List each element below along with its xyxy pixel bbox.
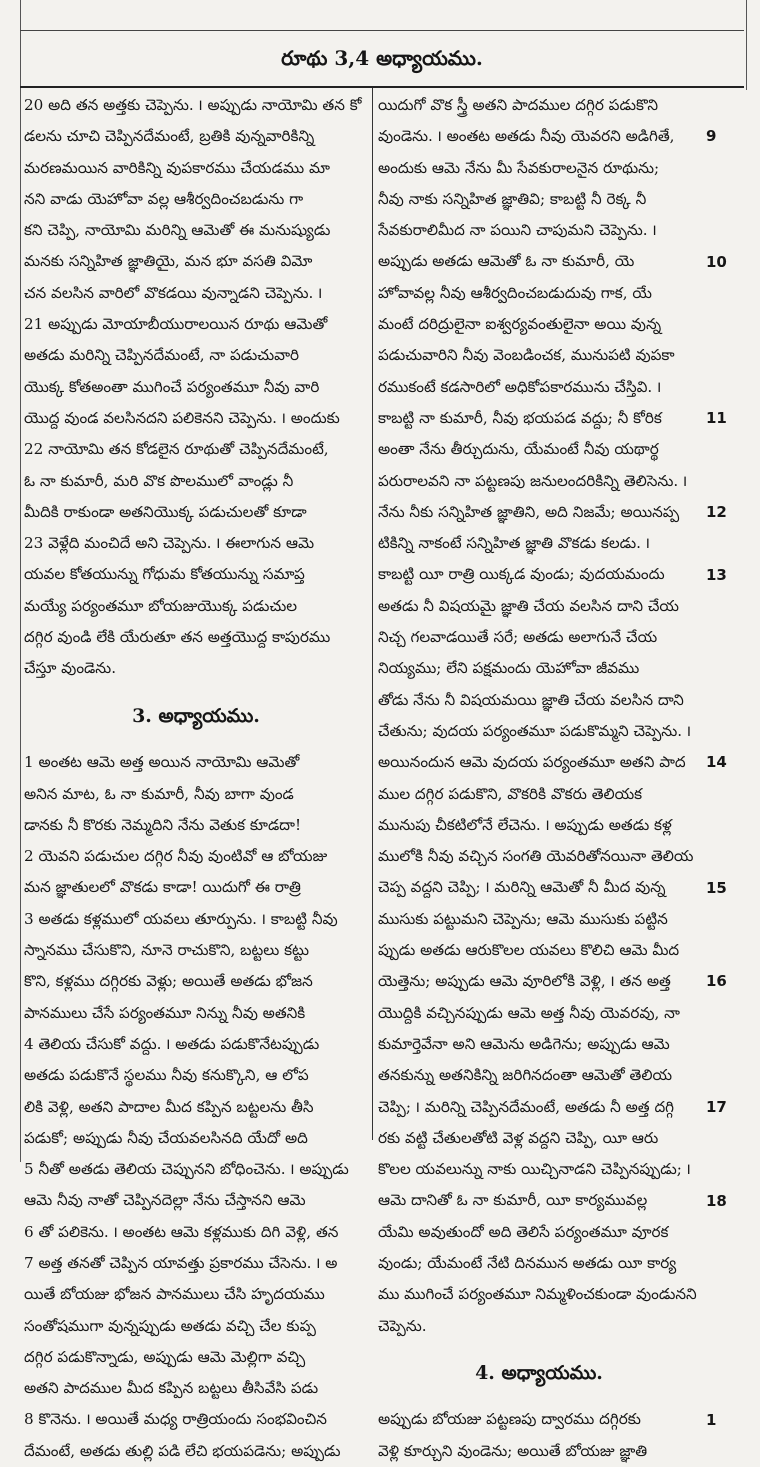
text-line: 1 అంతట ఆమె అత్త అయిన నాయోమి ఆమెతో	[24, 753, 300, 772]
text-line: మరణమయిన వారికిన్ని వుపకారము చేయడము మా	[24, 158, 330, 177]
text-line: ము ముగించే పర్యంతమూ నిమ్మళించకుండా వుండునని	[378, 1285, 697, 1304]
right-column	[378, 90, 700, 1467]
text-line: యేమి అవుతుందో అది తెలిసే పర్యంతమూ వూరక	[378, 1222, 669, 1241]
chapter-3-heading: 3. అధ్యాయము.	[132, 704, 260, 727]
text-line: సంతోషముగా వున్నప్పుడు అతడు వచ్చి చేల కుప్ప	[24, 1316, 316, 1335]
text-line: వుండు; యేమంటే నేటి దినమున అతడు యీ కార్య	[378, 1253, 677, 1272]
text-line: యొక్క కోతఅంతా ముగించే పర్యంతమూ నీవు వారి	[24, 377, 320, 396]
verse-number: 9	[706, 127, 717, 146]
verse-number: 14	[706, 753, 727, 772]
text-line: కని చెప్పి, నాయోమి మరిన్ని ఆమెతో ఈ మనుష్యుడు	[24, 221, 331, 240]
text-line: 5 నీతో అతడు తెలియ చెప్పునని బోధించెను. ౹ అప్పుడు	[24, 1160, 349, 1179]
text-line: యితే బోయజు భోజన పానములు చేసి హృదయము	[24, 1285, 325, 1304]
text-line: యెత్తెను; అప్పుడు ఆమె వూరిలోకి వెళ్లి, ౹ తన అత్త	[378, 972, 671, 991]
text-line: నని వాడు యెహోవా వల్ల ఆశీర్వదించబడును గా	[24, 189, 304, 208]
text-line: లికి వెళ్లి, అతని పాదాల మీద కప్పిన బట్టలను తీసి	[24, 1097, 314, 1116]
text-line: చెప్పి; ౹ మరిన్ని చెప్పినదేమంటే, అతడు నీ అత్త దగ్గి	[378, 1097, 675, 1116]
text-line: హోవావల్ల నీవు ఆశీర్వదించబడుదువు గాక, యే	[378, 283, 652, 302]
text-line: అనిన మాట, ఓ నా కుమారీ, నీవు బాగా వుండ	[24, 784, 294, 803]
verse-number: 1	[706, 1410, 717, 1429]
text-line: 3 అతడు కళ్లములో యవలు తూర్పును. ౹ కాబట్టి నీవు	[24, 909, 338, 928]
column-divider	[372, 88, 373, 1140]
text-line: పడుచువారిని నీవు వెంబడించక, మునుపటి వుపకా	[378, 346, 675, 365]
text-line: కాబట్టి నా కుమారీ, నీవు భయపడ వద్దు; నీ కోరిక	[378, 408, 662, 427]
text-line: తనకున్ను అతనికిన్ని జరిగినదంతా ఆమెతో తెలియ	[378, 1066, 673, 1085]
text-line: అతడు పడుకొనే స్థలము నీవు కనుక్కొని, ఆ లోప	[24, 1066, 309, 1085]
text-line: యవల కోతయున్ను గోధుమ కోతయున్ను సమాప్త	[24, 565, 305, 584]
text-line: రకు వట్టి చేతులతోటి వెళ్ల వద్దని చెప్పి, యీ ఆరు	[378, 1128, 659, 1147]
verse-number: 10	[706, 252, 727, 271]
text-line: 22 నాయోమి తన కోడలైన రూథుతో చెప్పినదేమంటే,	[24, 440, 329, 459]
verse-number: 16	[706, 972, 727, 991]
text-line: కొని, కళ్లము దగ్గిరకు వెళ్లు; అయితే అతడు భోజన	[24, 972, 313, 991]
text-line: 6 తో పలికెను. ౹ అంతట ఆమె కళ్లముకు దిగి వెళ్లి, తన	[24, 1222, 339, 1241]
text-line: వుండెను. ౹ అంతట అతడు నీవు యెవరని అడిగితే,	[378, 127, 675, 146]
text-line: అతడు నీ విషయమై జ్ఞాతి చేయ వలసిన దాని చేయ	[378, 596, 679, 615]
left-margin	[0, 0, 21, 1162]
header-rule	[20, 86, 744, 88]
text-line: కొలల యవలున్ను నాకు యిచ్చినాడని చెప్పినప్పుడు; ౹	[378, 1160, 691, 1179]
text-line: కాబట్టి యీ రాత్రి యిక్కడ వుండు; వుదయమందు	[378, 565, 665, 584]
text-line: చెప్పెను.	[378, 1316, 427, 1335]
text-line: అతని పాదముల మీద కప్పిన బట్టలు తీసివేసి పడు	[24, 1379, 319, 1398]
text-line: అప్పుడు అతడు ఆమెతో ఓ నా కుమారీ, యె	[378, 252, 635, 271]
text-line: మీదికి రాకుండా అతనియొక్క పడుచులతో కూడా	[24, 502, 307, 521]
text-line: అందుకు ఆమె నేను మీ సేవకురాలనైన రూథును;	[378, 158, 660, 177]
text-line: పానములు చేసే పర్యంతమూ నిన్ను నీవు అతనికి	[24, 1003, 306, 1022]
text-line: నేను నీకు సన్నిహిత జ్ఞాతిని, అది నిజమే; అయినప్ప	[378, 502, 680, 521]
text-line: ముసుకు పట్టుమని చెప్పెను; ఆమె ముసుకు పట్టిన	[378, 909, 668, 928]
verse-number: 12	[706, 502, 727, 521]
text-line: దగ్గిర పడుకొన్నాడు, అప్పుడు ఆమె మెల్లిగా వచ్చి	[24, 1347, 306, 1366]
text-line: చేతును; వుదయ పర్యంతమూ పడుకొమ్మని చెప్పెను. ౹	[378, 721, 692, 740]
text-line: మునుపు చీకటిలోనే లేచెను. ౹ అప్పుడు అతడు కళ్ల	[378, 815, 672, 834]
text-line: పరురాలవని నా పట్టణపు జనులందరికిన్ని తెలిసెను. ౹	[378, 471, 688, 490]
text-line: మంటే దరిద్రులైనా ఐశ్వర్యవంతులైనా అయి వున్న	[378, 315, 662, 334]
page-header: రూథు 3,4 అధ్యాయము.	[281, 46, 483, 70]
text-line: నీవు నాకు సన్నిహిత జ్ఞాతివి; కాబట్టి నీ రెక్క నీ	[378, 189, 647, 208]
text-line: 4 తెలియ చేసుకో వద్దు. ౹ అతడు పడుకొనేటప్పుడు	[24, 1034, 320, 1053]
text-line: డానకు నీ కొరకు నెమ్మదిని నేను వెతుక కూడదా!	[24, 815, 302, 834]
text-line: చన వలసిన వారిలో వొకడయి వున్నాడని చెప్పెను. ౹	[24, 283, 323, 302]
verse-number: 15	[706, 878, 727, 897]
text-line: స్నానము చేసుకొని, నూనె రాచుకొని, బట్టలు కట్టు	[24, 941, 310, 960]
text-line: నిచ్చ గలవాడయితే సరే; అతడు అలాగునే చేయ	[378, 628, 658, 647]
top-rule	[20, 30, 744, 31]
text-line: వెళ్లి కూర్చుని వుండెను; అయితే బోయజు జ్ఞాతి	[378, 1441, 648, 1460]
text-line: యొద్ద వుండ వలసినదని పలికెనని చెప్పెను. ౹ అందుకు	[24, 408, 340, 427]
text-line: యిదుగో వొక స్త్రీ అతని పాదముల దగ్గిర పడుకొని	[378, 96, 658, 114]
left-column	[24, 90, 368, 1467]
text-line: అప్పుడు బోయజు పట్టణపు ద్వారము దగ్గిరకు	[378, 1410, 641, 1429]
text-line: దగ్గిర వుండి లేకి యేరుతూ తన అత్తయొద్ద కాపురము	[24, 628, 331, 647]
text-line: చెప్ప వద్దని చెప్పి; ౹ మరిన్ని ఆమెతో నీ మీద వున్న	[378, 878, 666, 897]
text-line: చేస్తూ వుండెను.	[24, 659, 117, 678]
text-line: ముల దగ్గిర పడుకొని, వొకరికి వొకరు తెలియక	[378, 784, 643, 803]
text-line: అంతా నేను తీర్చుదును, యేమంటే నీవు యథార్థ	[378, 440, 659, 459]
text-line: అతడు మరిన్ని చెప్పినదేమంటే, నా పడుచువారి	[24, 346, 300, 365]
text-line: సేవకురాలిమీద నా పయిని చాపుమని చెప్పెను. ౹	[378, 221, 657, 240]
text-line: నియ్యము; లేని పక్షమందు యెహోవా జీవము	[378, 659, 640, 678]
right-margin	[744, 0, 760, 1162]
text-line: కుమార్తెవేనా అని ఆమెను అడిగెను; అప్పుడు ఆమె	[378, 1034, 670, 1053]
text-line: ఓ నా కుమారీ, మరి వొక పొలములో వాండ్లు నీ	[24, 471, 294, 490]
text-line: మనకు సన్నిహిత జ్ఞాతియై, మన భూ వసతి విమో	[24, 252, 313, 271]
text-line: యొద్దికి వచ్చినప్పుడు ఆమె అత్త నీవు యెవరవు, నా	[378, 1003, 680, 1022]
chapter-4-heading: 4. అధ్యాయము.	[475, 1361, 603, 1384]
text-line: డలను చూచి చెప్పినదేమంటే, బ్రతికి వున్నవారికిన్ని	[24, 127, 315, 146]
text-line: మయ్యే పర్యంతమూ బోయజుయొక్క పడుచుల	[24, 596, 298, 615]
text-line: తోడు నేను నీ విషయమయి జ్ఞాతి చేయ వలసిన దాని	[378, 690, 684, 709]
verse-number: 17	[706, 1097, 727, 1116]
text-line: ములోకి నీవు వచ్చిన సంగతి యెవరితోనయినా తెలియ	[378, 847, 694, 866]
verse-number: 13	[706, 565, 727, 584]
text-line: మన జ్ఞాతులలో వొకడు కాడా! యిదుగో ఈ రాత్రి	[24, 878, 301, 897]
text-line: 8 కొనెను. ౹ అయితే మధ్య రాత్రియందు సంభవించిన	[24, 1410, 327, 1429]
text-line: 23 వెళ్లేది మంచిదే అని చెప్పెను. ౹ ఈలాగున ఆమె	[24, 534, 315, 553]
text-line: అయినందున ఆమె వుదయ పర్యంతమూ అతని పాద	[378, 753, 686, 772]
text-line: టికిన్ని నాకంటే సన్నిహిత జ్ఞాతి వొకడు కలడు. ౹	[378, 534, 650, 553]
text-line: పడుకో; అప్పుడు నీవు చేయవలసినది యేదో అది	[24, 1128, 308, 1147]
text-line: ప్పుడు అతడు ఆరుకొలల యవలు కొలిచి ఆమె మీద	[378, 941, 680, 960]
text-line: 21 అప్పుడు మోయాబీయురాలయిన రూథు ఆమెతో	[24, 315, 328, 334]
verse-number: 18	[706, 1191, 727, 1210]
text-line: రముకంటే కడసారిలో అధికోపకారమును చేస్తివి. ౹	[378, 377, 662, 396]
text-line: దేమంటే, అతడు తుల్లి పడి లేచి భయపడెను; అప్పుడు	[24, 1441, 341, 1460]
text-line: 2 యెవని పడుచుల దగ్గిర నీవు వుంటివో ఆ బోయజు	[24, 847, 328, 866]
text-line: 7 అత్త తనతో చెప్పిన యావత్తు ప్రకారము చేసెను. ౹ అ	[24, 1253, 338, 1272]
text-line: ఆమె నీవు నాతో చెప్పినదెల్లా నేను చేస్తానని ఆమె	[24, 1191, 306, 1210]
verse-number: 11	[706, 409, 727, 427]
text-line: 20 అది తన అత్తకు చెప్పెను. ౹ అప్పుడు నాయోమి తన కో	[24, 96, 362, 114]
text-line: ఆమె దానితో ఓ నా కుమారీ, యీ కార్యమువల్ల	[378, 1191, 648, 1210]
